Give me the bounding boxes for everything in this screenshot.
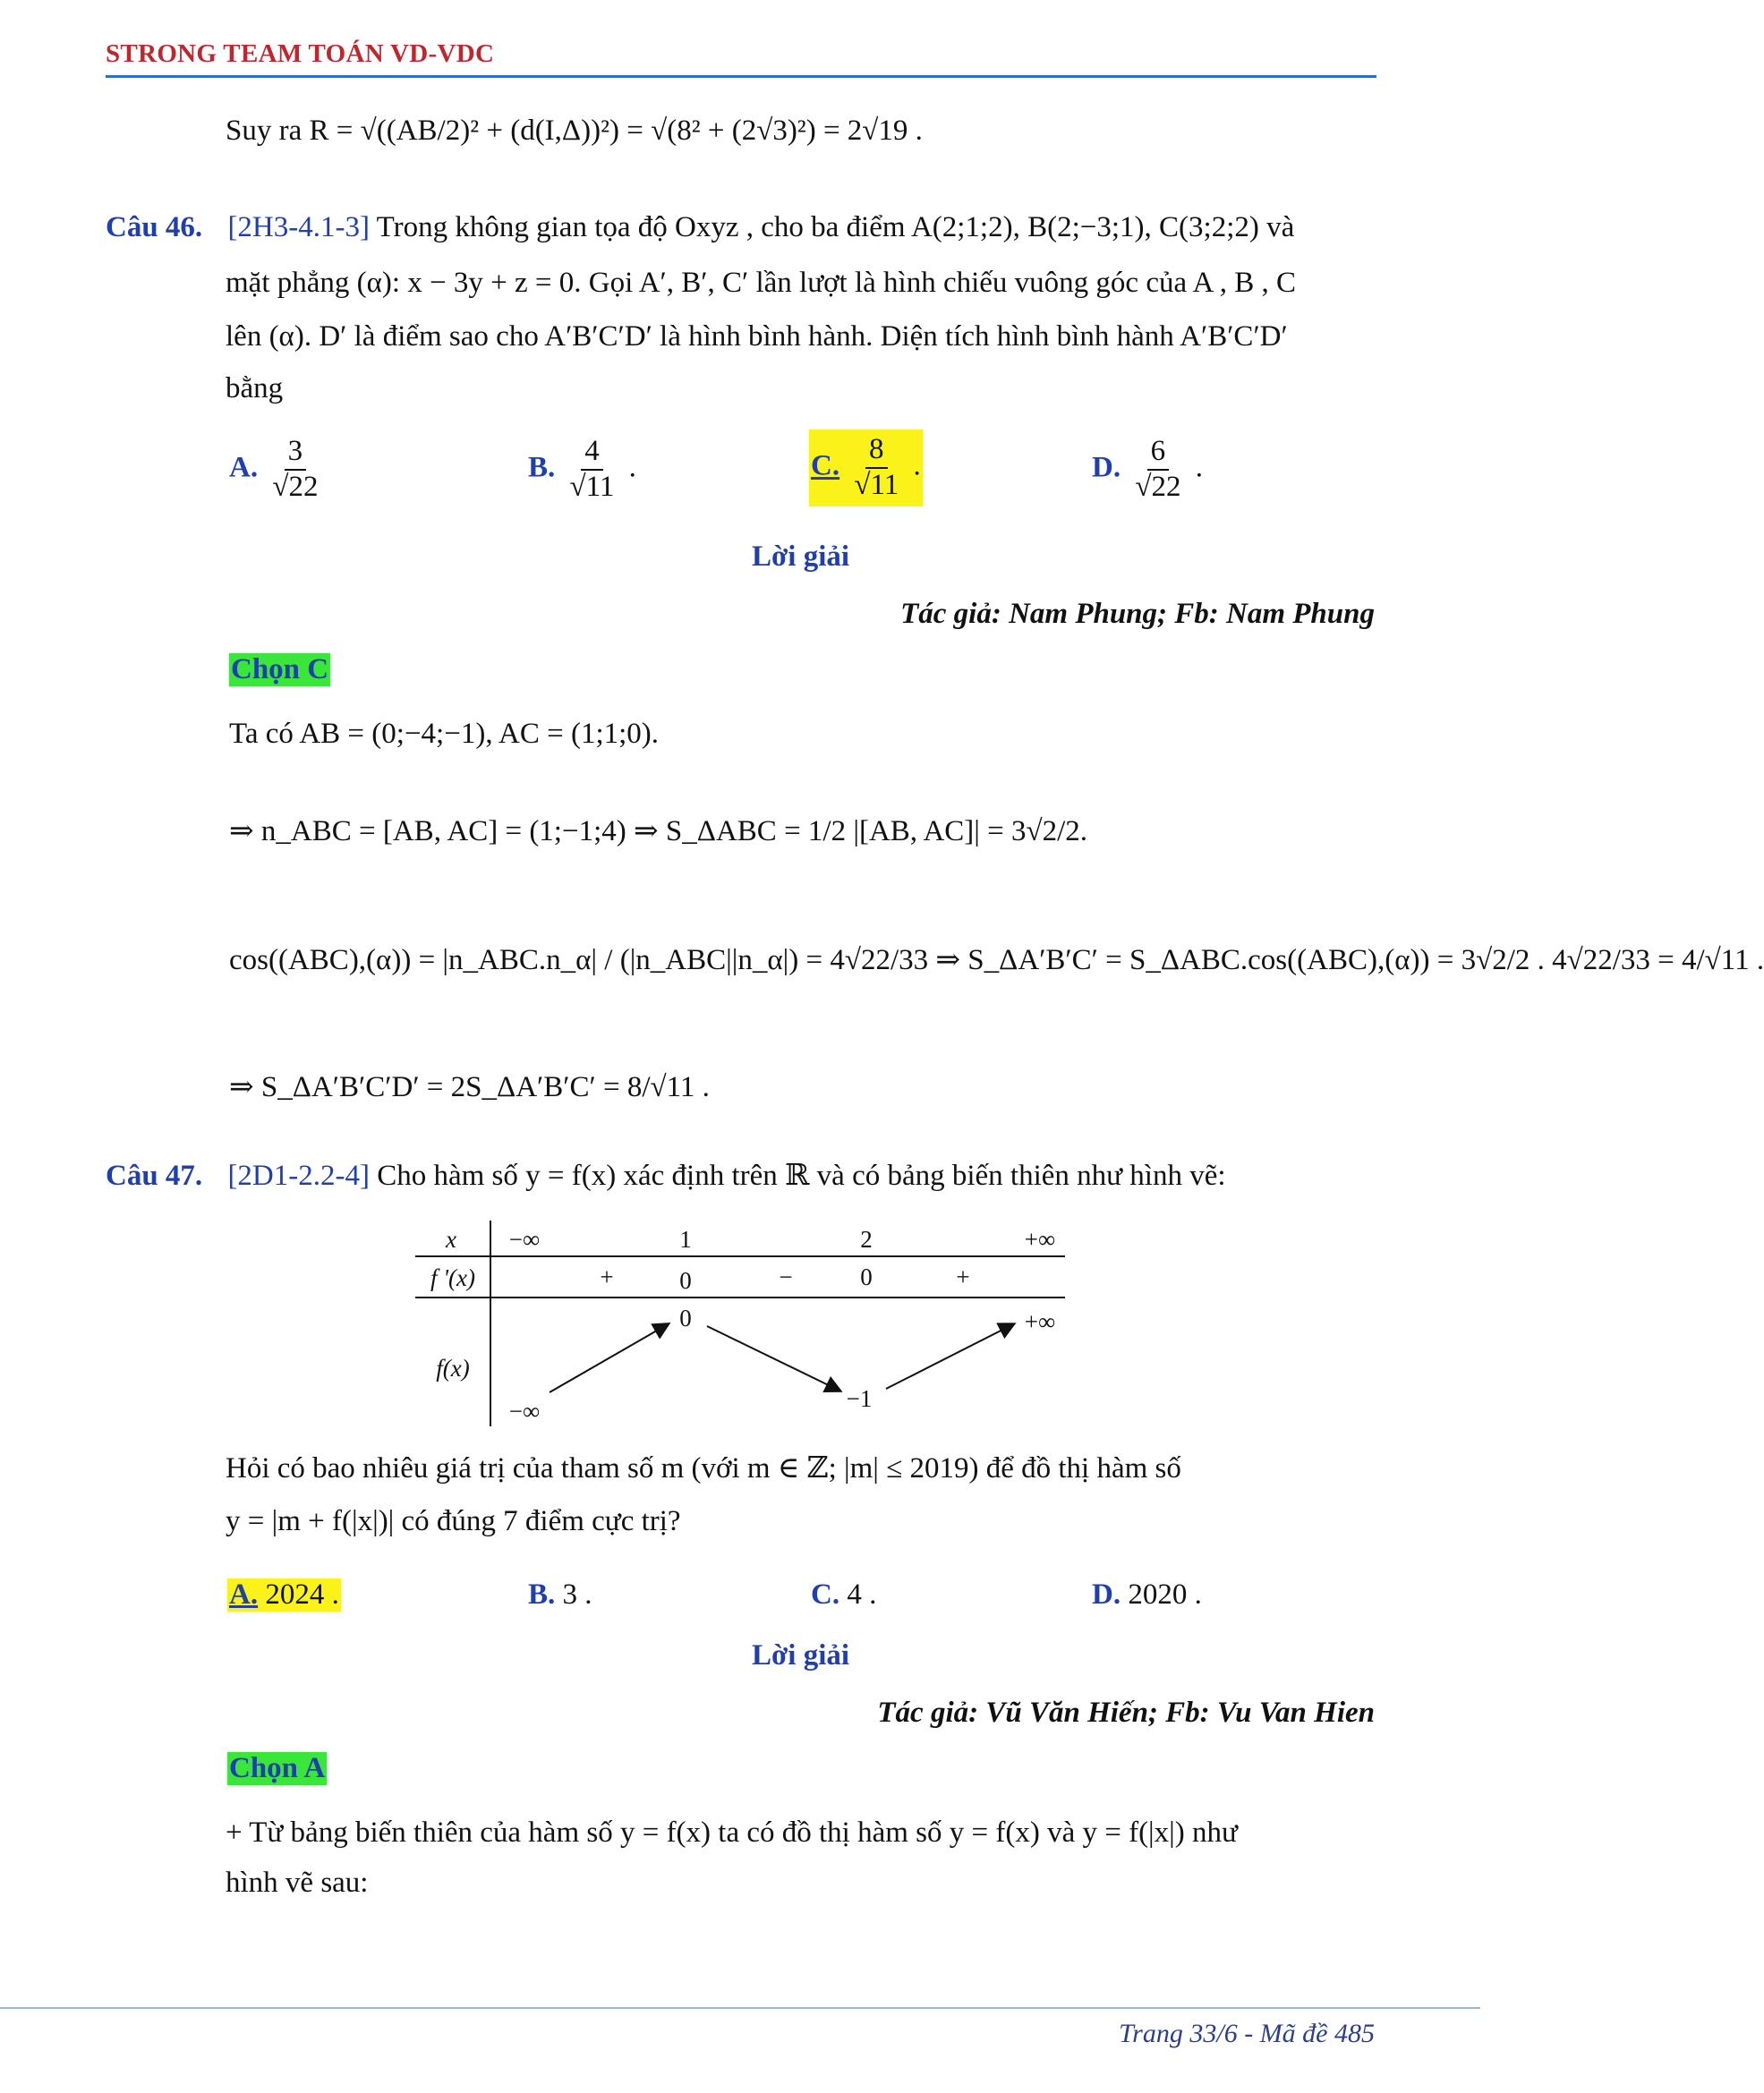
q46-choice-d-num: 6 <box>1147 435 1170 471</box>
q46-stem-line2: mặt phẳng (α): x − 3y + z = 0. Gọi A′, B′, C′ lần lượt là hình chiếu vuông góc của A , B , C <box>226 267 1297 299</box>
q46-choice-c-den: √11 <box>854 468 899 501</box>
q46-choice-a-letter: A. <box>229 451 259 484</box>
table-f-left: −∞ <box>508 1398 541 1425</box>
q47-question-line2: y = |m + f(|x|)| có đúng 7 điểm cực trị? <box>226 1505 681 1537</box>
q46-chosen: Chọn C <box>231 653 329 685</box>
q47-question-line1: Hỏi có bao nhiêu giá trị của tham số m (với m ∈ ℤ; |m| ≤ 2019) để đồ thị hàm số <box>226 1452 1181 1485</box>
header-rule <box>106 75 1376 78</box>
q46-choice-d-den: √22 <box>1135 470 1181 503</box>
table-f-valley: −1 <box>846 1385 873 1412</box>
q46-choice-a-den: √22 <box>272 470 319 503</box>
table-sign-3: + <box>956 1263 970 1290</box>
q47-stem-line <box>106 1157 1226 1193</box>
q46-choice-d-frac <box>1131 435 1184 505</box>
q47-choice-b-letter: B. <box>528 1578 556 1611</box>
q47-choice-c <box>811 1578 876 1612</box>
arrow-down <box>707 1326 839 1391</box>
q46-tag: [2H3-4.1-3] <box>227 211 370 243</box>
table-sign-1: + <box>600 1263 614 1290</box>
q47-choice-d <box>1092 1578 1202 1612</box>
q47-sol-line1: + Từ bảng biến thiên của hàm số y = f(x) ta có đồ thị hàm số y = f(x) và y = f(|x|) như <box>226 1816 1238 1849</box>
arrow-up-1 <box>550 1324 668 1392</box>
table-row-fprime-label: f '(x) <box>430 1264 475 1291</box>
table-row-x-label: x <box>446 1226 456 1253</box>
q46-choice-c <box>809 430 923 506</box>
q46-label: Câu 46. <box>106 211 203 243</box>
q46-choice-a-num: 3 <box>285 435 307 471</box>
q46-choice-b <box>528 435 636 505</box>
table-zero-2: 0 <box>860 1263 873 1290</box>
q46-author: Tác giả: Nam Phung; Fb: Nam Phung <box>900 598 1375 630</box>
q46-choice-b-den: √11 <box>569 470 615 503</box>
q46-stem-text-1: Trong không gian tọa độ Oxyz , cho ba điểm A(2;1;2), B(2;−3;1), C(3;2;2) và <box>376 211 1295 243</box>
q47-label: Câu 47. <box>106 1160 203 1192</box>
q47-sol-line2: hình vẽ sau: <box>226 1867 369 1899</box>
q47-chosen: Chọn A <box>229 1752 326 1784</box>
q47-solution-title: Lời giải <box>752 1639 850 1672</box>
q46-choice-d-letter: D. <box>1092 451 1121 484</box>
table-x-2: 2 <box>860 1226 873 1253</box>
q46-choice-c-letter: C. <box>811 449 840 482</box>
q46-choice-a-frac <box>268 435 321 505</box>
q47-choice-a-value: 2024 . <box>265 1578 339 1611</box>
q47-choice-c-value: 4 . <box>847 1578 877 1611</box>
table-f-peak: 0 <box>679 1305 692 1332</box>
q46-choice-c-frac <box>850 433 902 503</box>
q46-stem-line4: bằng <box>226 372 284 404</box>
header-title: STRONG TEAM TOÁN VD-VDC <box>106 39 495 68</box>
q47-stem-text: Cho hàm số y = f(x) xác định trên ℝ và có bảng biến thiên như hình vẽ: <box>377 1160 1226 1192</box>
table-x-neg-inf: −∞ <box>508 1226 541 1253</box>
q46-stem-line3: lên (α). D′ là điểm sao cho A′B′C′D′ là hình bình hành. Diện tích hình bình hành A′B′C′D′ <box>226 320 1288 353</box>
q47-choice-d-value: 2020 . <box>1128 1578 1202 1611</box>
table-x-1: 1 <box>679 1226 692 1253</box>
q46-choice-b-letter: B. <box>528 451 556 484</box>
q47-choice-a <box>227 1578 341 1612</box>
q46-choice-d-tail: . <box>1195 451 1203 484</box>
q46-choice-b-tail: . <box>628 451 636 484</box>
footer-rule <box>0 2007 1480 2009</box>
q47-choice-a-letter: A. <box>229 1578 259 1611</box>
arrow-up-2 <box>886 1324 1013 1389</box>
q47-choice-c-letter: C. <box>811 1578 840 1611</box>
q46-choice-b-frac <box>567 435 618 505</box>
q46-sol-line2: ⇒ n_ABC = [AB, AC] = (1;−1;4) ⇒ S_ΔABC = 1/2 |[AB, AC]| = 3√2/2. <box>229 815 1088 847</box>
q46-solution-title: Lời giải <box>752 540 850 573</box>
table-f-right: +∞ <box>1024 1308 1056 1335</box>
q46-sol-line4: ⇒ S_ΔA′B′C′D′ = 2S_ΔA′B′C′ = 8/√11 . <box>229 1071 710 1103</box>
top-formula: Suy ra R = √((AB/2)² + (d(I,Δ))²) = √(8² + (2√3)²) = 2√19 . <box>226 115 923 147</box>
q46-choice-a <box>229 435 325 505</box>
table-sign-2: − <box>779 1263 793 1290</box>
table-row-f-label: f(x) <box>436 1355 470 1382</box>
table-x-pos-inf: +∞ <box>1024 1226 1056 1253</box>
q46-choice-b-num: 4 <box>581 435 603 471</box>
q46-choice-c-tail: . <box>913 449 921 482</box>
table-zero-1: 0 <box>679 1267 692 1294</box>
q47-choice-b <box>528 1578 592 1612</box>
q47-tag: [2D1-2.2-4] <box>227 1160 370 1192</box>
q46-stem-line1 <box>106 211 1294 244</box>
q46-sol-line1: Ta có AB = (0;−4;−1), AC = (1;1;0). <box>229 718 660 750</box>
q46-choice-d <box>1092 435 1203 505</box>
q46-choice-c-num: 8 <box>865 433 888 469</box>
variation-table <box>415 1221 1065 1426</box>
footer-page-info: Trang 33/6 - Mã đề 485 <box>1119 2019 1375 2048</box>
q46-sol-line3: cos((ABC),(α)) = |n_ABC.n_α| / (|n_ABC||n_α|) = 4√22/33 ⇒ S_ΔA′B′C′ = S_ΔABC.cos((ABC),(α)) = 3√2/2 . 4√22/33 = 4/√11 . <box>229 944 1764 976</box>
q47-choice-b-value: 3 . <box>562 1578 592 1611</box>
q47-choice-d-letter: D. <box>1092 1578 1121 1611</box>
q47-author: Tác giả: Vũ Văn Hiến; Fb: Vu Van Hien <box>877 1697 1375 1729</box>
